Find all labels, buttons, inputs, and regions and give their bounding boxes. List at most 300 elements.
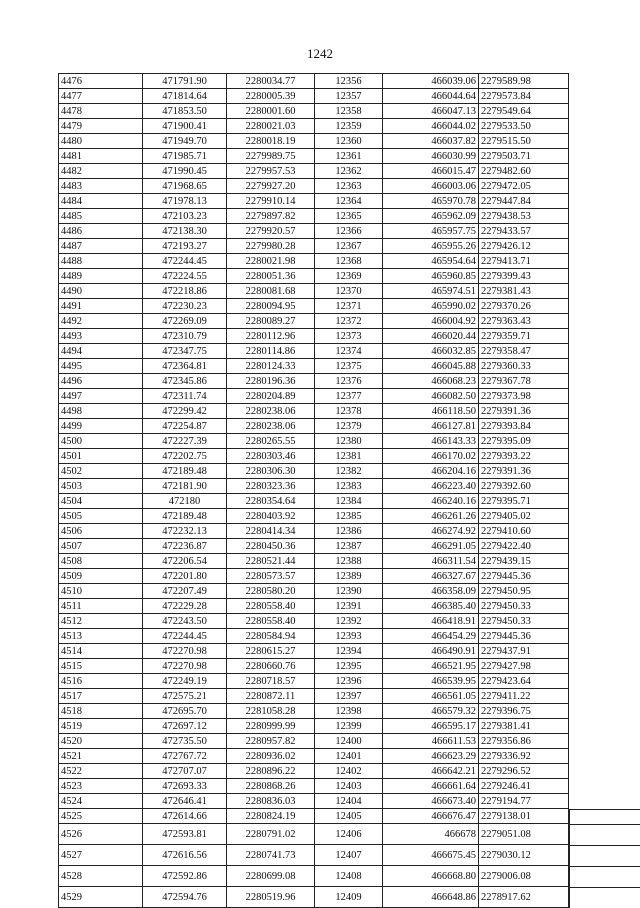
table-row bbox=[59, 389, 569, 404]
table-row bbox=[59, 374, 569, 389]
x-coordinate-cell: 471814.64 bbox=[143, 89, 227, 104]
y2-coordinate-cell: 2279405.02 bbox=[479, 509, 569, 524]
x2-coordinate-cell: 466039.06 bbox=[383, 74, 479, 89]
y2-coordinate-cell: 2279515.50 bbox=[479, 134, 569, 149]
x2-coordinate-cell: 466648.86 bbox=[383, 887, 479, 908]
point-id-cell: 12380 bbox=[315, 434, 383, 449]
x-coordinate-cell: 471900.41 bbox=[143, 119, 227, 134]
point-id-cell: 12386 bbox=[315, 524, 383, 539]
y2-coordinate-cell: 2279445.36 bbox=[479, 569, 569, 584]
point-id-cell: 12401 bbox=[315, 749, 383, 764]
x2-coordinate-cell: 466678 bbox=[383, 824, 479, 845]
y-coordinate-cell: 2280034.77 bbox=[227, 74, 315, 89]
point-id-cell: 12404 bbox=[315, 794, 383, 809]
x-coordinate-cell: 472364.81 bbox=[143, 359, 227, 374]
point-number-cell: 4481 bbox=[59, 149, 143, 164]
x2-coordinate-cell: 466030.99 bbox=[383, 149, 479, 164]
point-id-cell: 12359 bbox=[315, 119, 383, 134]
point-number-cell: 4513 bbox=[59, 629, 143, 644]
y-coordinate-cell: 2280414.34 bbox=[227, 524, 315, 539]
x-coordinate-cell: 472693.33 bbox=[143, 779, 227, 794]
x2-coordinate-cell: 466675.45 bbox=[383, 845, 479, 866]
x-coordinate-cell: 472299.42 bbox=[143, 404, 227, 419]
y-coordinate-cell: 2279920.57 bbox=[227, 224, 315, 239]
x-coordinate-cell: 472269.09 bbox=[143, 314, 227, 329]
x-coordinate-cell: 472224.55 bbox=[143, 269, 227, 284]
x2-coordinate-cell: 465970.78 bbox=[383, 194, 479, 209]
table-row bbox=[59, 149, 569, 164]
table-row bbox=[59, 539, 569, 554]
y-coordinate-cell: 2280238.06 bbox=[227, 419, 315, 434]
point-id-cell: 12390 bbox=[315, 584, 383, 599]
x2-coordinate-cell: 466673.40 bbox=[383, 794, 479, 809]
point-id-cell: 12397 bbox=[315, 689, 383, 704]
y2-coordinate-cell: 2279411.22 bbox=[479, 689, 569, 704]
x2-coordinate-cell: 466240.16 bbox=[383, 494, 479, 509]
point-number-cell: 4484 bbox=[59, 194, 143, 209]
y2-coordinate-cell: 2279381.43 bbox=[479, 284, 569, 299]
x2-coordinate-cell: 466032.85 bbox=[383, 344, 479, 359]
point-id-cell: 12399 bbox=[315, 719, 383, 734]
point-number-cell: 4511 bbox=[59, 599, 143, 614]
x-coordinate-cell: 472310.79 bbox=[143, 329, 227, 344]
y-coordinate-cell: 2280403.92 bbox=[227, 509, 315, 524]
table-row bbox=[59, 719, 569, 734]
table-row bbox=[59, 629, 569, 644]
point-number-cell: 4480 bbox=[59, 134, 143, 149]
y2-coordinate-cell: 2279450.33 bbox=[479, 614, 569, 629]
y2-coordinate-cell: 2279439.15 bbox=[479, 554, 569, 569]
y-coordinate-cell: 2280265.55 bbox=[227, 434, 315, 449]
x-coordinate-cell: 472249.19 bbox=[143, 674, 227, 689]
table-row bbox=[59, 104, 569, 119]
y2-coordinate-cell: 2279370.26 bbox=[479, 299, 569, 314]
y-coordinate-cell: 2280836.03 bbox=[227, 794, 315, 809]
y-coordinate-cell: 2280021.98 bbox=[227, 254, 315, 269]
point-number-cell: 4495 bbox=[59, 359, 143, 374]
y-coordinate-cell: 2279980.28 bbox=[227, 239, 315, 254]
y-coordinate-cell: 2280558.40 bbox=[227, 614, 315, 629]
x-coordinate-cell: 472180 bbox=[143, 494, 227, 509]
x2-coordinate-cell: 466418.91 bbox=[383, 614, 479, 629]
y2-coordinate-cell: 2279573.84 bbox=[479, 89, 569, 104]
point-id-cell: 12366 bbox=[315, 224, 383, 239]
x-coordinate-cell: 472767.72 bbox=[143, 749, 227, 764]
point-id-cell: 12370 bbox=[315, 284, 383, 299]
point-number-cell: 4514 bbox=[59, 644, 143, 659]
point-id-cell: 12405 bbox=[315, 809, 383, 824]
x-coordinate-cell: 472202.75 bbox=[143, 449, 227, 464]
point-number-cell: 4520 bbox=[59, 734, 143, 749]
table-row bbox=[59, 689, 569, 704]
point-id-cell: 12387 bbox=[315, 539, 383, 554]
x2-coordinate-cell: 466327.67 bbox=[383, 569, 479, 584]
x2-coordinate-cell: 466082.50 bbox=[383, 389, 479, 404]
point-number-cell: 4523 bbox=[59, 779, 143, 794]
x-coordinate-cell: 472592.86 bbox=[143, 866, 227, 887]
table-row bbox=[59, 329, 569, 344]
point-number-cell: 4508 bbox=[59, 554, 143, 569]
point-number-cell: 4504 bbox=[59, 494, 143, 509]
point-id-cell: 12357 bbox=[315, 89, 383, 104]
x2-coordinate-cell: 466020.44 bbox=[383, 329, 479, 344]
y-coordinate-cell: 2279989.75 bbox=[227, 149, 315, 164]
coordinates-table-body bbox=[59, 74, 569, 908]
y2-coordinate-cell: 2279336.92 bbox=[479, 749, 569, 764]
x-coordinate-cell: 472207.49 bbox=[143, 584, 227, 599]
point-id-cell: 12409 bbox=[315, 887, 383, 908]
point-id-cell: 12373 bbox=[315, 329, 383, 344]
y-coordinate-cell: 2280660.76 bbox=[227, 659, 315, 674]
point-number-cell: 4485 bbox=[59, 209, 143, 224]
x2-coordinate-cell: 466611.53 bbox=[383, 734, 479, 749]
point-id-cell: 12368 bbox=[315, 254, 383, 269]
table-row bbox=[59, 509, 569, 524]
table-row bbox=[59, 404, 569, 419]
table-row bbox=[59, 254, 569, 269]
x-coordinate-cell: 472229.28 bbox=[143, 599, 227, 614]
x-coordinate-cell: 472593.81 bbox=[143, 824, 227, 845]
point-number-cell: 4500 bbox=[59, 434, 143, 449]
x2-coordinate-cell: 466490.91 bbox=[383, 644, 479, 659]
y-coordinate-cell: 2280204.89 bbox=[227, 389, 315, 404]
x2-coordinate-cell: 465990.02 bbox=[383, 299, 479, 314]
y-coordinate-cell: 2280999.99 bbox=[227, 719, 315, 734]
point-number-cell: 4491 bbox=[59, 299, 143, 314]
y-coordinate-cell: 2280573.57 bbox=[227, 569, 315, 584]
y2-coordinate-cell: 2279450.33 bbox=[479, 599, 569, 614]
y-coordinate-cell: 2279910.14 bbox=[227, 194, 315, 209]
point-number-cell: 4490 bbox=[59, 284, 143, 299]
table-row bbox=[59, 299, 569, 314]
y-coordinate-cell: 2280112.96 bbox=[227, 329, 315, 344]
y2-coordinate-cell: 2279445.36 bbox=[479, 629, 569, 644]
x-coordinate-cell: 471791.90 bbox=[143, 74, 227, 89]
point-id-cell: 12403 bbox=[315, 779, 383, 794]
y-coordinate-cell: 2280196.36 bbox=[227, 374, 315, 389]
y-coordinate-cell: 2280021.03 bbox=[227, 119, 315, 134]
point-number-cell: 4479 bbox=[59, 119, 143, 134]
point-id-cell: 12361 bbox=[315, 149, 383, 164]
point-id-cell: 12392 bbox=[315, 614, 383, 629]
x2-coordinate-cell: 466385.40 bbox=[383, 599, 479, 614]
point-id-cell: 12408 bbox=[315, 866, 383, 887]
y2-coordinate-cell: 2279437.91 bbox=[479, 644, 569, 659]
y-coordinate-cell: 2280124.33 bbox=[227, 359, 315, 374]
table-row bbox=[59, 434, 569, 449]
x-coordinate-cell: 471985.71 bbox=[143, 149, 227, 164]
y2-coordinate-cell: 2279422.40 bbox=[479, 539, 569, 554]
y-coordinate-cell: 2279927.20 bbox=[227, 179, 315, 194]
point-number-cell: 4527 bbox=[59, 845, 143, 866]
table-row bbox=[59, 179, 569, 194]
y2-coordinate-cell: 2279360.33 bbox=[479, 359, 569, 374]
extension-horizontal-line bbox=[569, 887, 640, 888]
x-coordinate-cell: 472230.23 bbox=[143, 299, 227, 314]
point-number-cell: 4483 bbox=[59, 179, 143, 194]
point-id-cell: 12372 bbox=[315, 314, 383, 329]
y2-coordinate-cell: 2279549.64 bbox=[479, 104, 569, 119]
x-coordinate-cell: 471949.70 bbox=[143, 134, 227, 149]
x2-coordinate-cell: 466204.16 bbox=[383, 464, 479, 479]
x-coordinate-cell: 472227.39 bbox=[143, 434, 227, 449]
point-id-cell: 12384 bbox=[315, 494, 383, 509]
point-number-cell: 4519 bbox=[59, 719, 143, 734]
x2-coordinate-cell: 466037.82 bbox=[383, 134, 479, 149]
x-coordinate-cell: 472138.30 bbox=[143, 224, 227, 239]
x2-coordinate-cell: 466170.02 bbox=[383, 449, 479, 464]
x-coordinate-cell: 472206.54 bbox=[143, 554, 227, 569]
table-row bbox=[59, 74, 569, 89]
table-row bbox=[59, 134, 569, 149]
point-number-cell: 4487 bbox=[59, 239, 143, 254]
x-coordinate-cell: 471853.50 bbox=[143, 104, 227, 119]
point-id-cell: 12394 bbox=[315, 644, 383, 659]
y-coordinate-cell: 2280018.19 bbox=[227, 134, 315, 149]
x-coordinate-cell: 472103.23 bbox=[143, 209, 227, 224]
x2-coordinate-cell: 466274.92 bbox=[383, 524, 479, 539]
x2-coordinate-cell: 465974.51 bbox=[383, 284, 479, 299]
point-number-cell: 4525 bbox=[59, 809, 143, 824]
y2-coordinate-cell: 2279395.71 bbox=[479, 494, 569, 509]
point-number-cell: 4501 bbox=[59, 449, 143, 464]
x2-coordinate-cell: 466311.54 bbox=[383, 554, 479, 569]
point-number-cell: 4476 bbox=[59, 74, 143, 89]
point-number-cell: 4512 bbox=[59, 614, 143, 629]
x2-coordinate-cell: 466561.05 bbox=[383, 689, 479, 704]
point-id-cell: 12379 bbox=[315, 419, 383, 434]
x-coordinate-cell: 472347.75 bbox=[143, 344, 227, 359]
x-coordinate-cell: 472270.98 bbox=[143, 659, 227, 674]
extension-horizontal-line bbox=[569, 809, 640, 810]
table-row bbox=[59, 659, 569, 674]
extension-horizontal-line bbox=[569, 845, 640, 846]
x2-coordinate-cell: 466642.21 bbox=[383, 764, 479, 779]
y-coordinate-cell: 2280519.96 bbox=[227, 887, 315, 908]
y2-coordinate-cell: 2279472.05 bbox=[479, 179, 569, 194]
y-coordinate-cell: 2280081.68 bbox=[227, 284, 315, 299]
y2-coordinate-cell: 2279391.36 bbox=[479, 464, 569, 479]
x-coordinate-cell: 472244.45 bbox=[143, 254, 227, 269]
point-number-cell: 4507 bbox=[59, 539, 143, 554]
y2-coordinate-cell: 2279533.50 bbox=[479, 119, 569, 134]
x2-coordinate-cell: 466676.47 bbox=[383, 809, 479, 824]
y-coordinate-cell: 2280896.22 bbox=[227, 764, 315, 779]
x-coordinate-cell: 471978.13 bbox=[143, 194, 227, 209]
y2-coordinate-cell: 2279393.22 bbox=[479, 449, 569, 464]
y2-coordinate-cell: 2279367.78 bbox=[479, 374, 569, 389]
table-row bbox=[59, 749, 569, 764]
table-row bbox=[59, 554, 569, 569]
x2-coordinate-cell: 466068.23 bbox=[383, 374, 479, 389]
y2-coordinate-cell: 2279396.75 bbox=[479, 704, 569, 719]
table-row bbox=[59, 866, 569, 887]
table-row bbox=[59, 704, 569, 719]
table-row bbox=[59, 569, 569, 584]
point-id-cell: 12396 bbox=[315, 674, 383, 689]
x2-coordinate-cell: 465957.75 bbox=[383, 224, 479, 239]
x2-coordinate-cell: 466015.47 bbox=[383, 164, 479, 179]
point-number-cell: 4493 bbox=[59, 329, 143, 344]
point-number-cell: 4518 bbox=[59, 704, 143, 719]
point-number-cell: 4478 bbox=[59, 104, 143, 119]
point-id-cell: 12365 bbox=[315, 209, 383, 224]
table-row bbox=[59, 194, 569, 209]
point-id-cell: 12375 bbox=[315, 359, 383, 374]
x2-coordinate-cell: 466044.02 bbox=[383, 119, 479, 134]
point-id-cell: 12369 bbox=[315, 269, 383, 284]
y-coordinate-cell: 2280872.11 bbox=[227, 689, 315, 704]
x-coordinate-cell: 472697.12 bbox=[143, 719, 227, 734]
table-row bbox=[59, 224, 569, 239]
x-coordinate-cell: 472193.27 bbox=[143, 239, 227, 254]
y-coordinate-cell: 2280558.40 bbox=[227, 599, 315, 614]
y-coordinate-cell: 2280114.86 bbox=[227, 344, 315, 359]
point-id-cell: 12398 bbox=[315, 704, 383, 719]
point-number-cell: 4505 bbox=[59, 509, 143, 524]
y2-coordinate-cell: 2279427.98 bbox=[479, 659, 569, 674]
y-coordinate-cell: 2280741.73 bbox=[227, 845, 315, 866]
x-coordinate-cell: 471990.45 bbox=[143, 164, 227, 179]
point-id-cell: 12382 bbox=[315, 464, 383, 479]
point-id-cell: 12385 bbox=[315, 509, 383, 524]
y2-coordinate-cell: 2279356.86 bbox=[479, 734, 569, 749]
y2-coordinate-cell: 2279363.43 bbox=[479, 314, 569, 329]
y2-coordinate-cell: 2279413.71 bbox=[479, 254, 569, 269]
x-coordinate-cell: 472254.87 bbox=[143, 419, 227, 434]
y-coordinate-cell: 2280615.27 bbox=[227, 644, 315, 659]
x-coordinate-cell: 472311.74 bbox=[143, 389, 227, 404]
x-coordinate-cell: 472218.86 bbox=[143, 284, 227, 299]
point-id-cell: 12367 bbox=[315, 239, 383, 254]
x2-coordinate-cell: 466358.09 bbox=[383, 584, 479, 599]
x-coordinate-cell: 472616.56 bbox=[143, 845, 227, 866]
point-id-cell: 12376 bbox=[315, 374, 383, 389]
y-coordinate-cell: 2280957.82 bbox=[227, 734, 315, 749]
y2-coordinate-cell: 2279296.52 bbox=[479, 764, 569, 779]
x-coordinate-cell: 472232.13 bbox=[143, 524, 227, 539]
point-id-cell: 12374 bbox=[315, 344, 383, 359]
table-row bbox=[59, 209, 569, 224]
y2-coordinate-cell: 2278917.62 bbox=[479, 887, 569, 908]
table-row bbox=[59, 449, 569, 464]
y2-coordinate-cell: 2279426.12 bbox=[479, 239, 569, 254]
y2-coordinate-cell: 2279399.43 bbox=[479, 269, 569, 284]
x2-coordinate-cell: 466003.06 bbox=[383, 179, 479, 194]
x-coordinate-cell: 472189.48 bbox=[143, 464, 227, 479]
x-coordinate-cell: 472707.07 bbox=[143, 764, 227, 779]
table-row bbox=[59, 614, 569, 629]
table-row bbox=[59, 887, 569, 908]
point-id-cell: 12378 bbox=[315, 404, 383, 419]
x2-coordinate-cell: 466127.81 bbox=[383, 419, 479, 434]
y2-coordinate-cell: 2279006.08 bbox=[479, 866, 569, 887]
table-row bbox=[59, 674, 569, 689]
point-number-cell: 4529 bbox=[59, 887, 143, 908]
y2-coordinate-cell: 2279359.71 bbox=[479, 329, 569, 344]
x2-coordinate-cell: 466579.32 bbox=[383, 704, 479, 719]
y-coordinate-cell: 2279897.82 bbox=[227, 209, 315, 224]
table-row bbox=[59, 494, 569, 509]
table-row bbox=[59, 239, 569, 254]
x2-coordinate-cell: 466004.92 bbox=[383, 314, 479, 329]
x2-coordinate-cell: 466047.13 bbox=[383, 104, 479, 119]
y2-coordinate-cell: 2279391.36 bbox=[479, 404, 569, 419]
point-id-cell: 12407 bbox=[315, 845, 383, 866]
table-row bbox=[59, 359, 569, 374]
x2-coordinate-cell: 466118.50 bbox=[383, 404, 479, 419]
y-coordinate-cell: 2280450.36 bbox=[227, 539, 315, 554]
point-id-cell: 12381 bbox=[315, 449, 383, 464]
point-number-cell: 4526 bbox=[59, 824, 143, 845]
point-id-cell: 12383 bbox=[315, 479, 383, 494]
point-number-cell: 4489 bbox=[59, 269, 143, 284]
x2-coordinate-cell: 466045.88 bbox=[383, 359, 479, 374]
point-number-cell: 4517 bbox=[59, 689, 143, 704]
point-id-cell: 12391 bbox=[315, 599, 383, 614]
point-id-cell: 12364 bbox=[315, 194, 383, 209]
y-coordinate-cell: 2280936.02 bbox=[227, 749, 315, 764]
y-coordinate-cell: 2279957.53 bbox=[227, 164, 315, 179]
point-number-cell: 4503 bbox=[59, 479, 143, 494]
x2-coordinate-cell: 466668.80 bbox=[383, 866, 479, 887]
x2-coordinate-cell: 466623.29 bbox=[383, 749, 479, 764]
table-row bbox=[59, 89, 569, 104]
x2-coordinate-cell: 466291.05 bbox=[383, 539, 479, 554]
x-coordinate-cell: 472181.90 bbox=[143, 479, 227, 494]
table-row bbox=[59, 479, 569, 494]
table-row bbox=[59, 845, 569, 866]
y-coordinate-cell: 2280699.08 bbox=[227, 866, 315, 887]
x2-coordinate-cell: 465962.09 bbox=[383, 209, 479, 224]
y2-coordinate-cell: 2279423.64 bbox=[479, 674, 569, 689]
y2-coordinate-cell: 2279450.95 bbox=[479, 584, 569, 599]
point-number-cell: 4521 bbox=[59, 749, 143, 764]
x2-coordinate-cell: 466539.95 bbox=[383, 674, 479, 689]
table-row bbox=[59, 584, 569, 599]
table-row bbox=[59, 794, 569, 809]
x2-coordinate-cell: 466044.64 bbox=[383, 89, 479, 104]
x2-coordinate-cell: 465954.64 bbox=[383, 254, 479, 269]
y-coordinate-cell: 2280306.30 bbox=[227, 464, 315, 479]
x-coordinate-cell: 472270.98 bbox=[143, 644, 227, 659]
x-coordinate-cell: 472594.76 bbox=[143, 887, 227, 908]
y-coordinate-cell: 2280584.94 bbox=[227, 629, 315, 644]
point-number-cell: 4496 bbox=[59, 374, 143, 389]
point-id-cell: 12402 bbox=[315, 764, 383, 779]
x-coordinate-cell: 472646.41 bbox=[143, 794, 227, 809]
y2-coordinate-cell: 2279194.77 bbox=[479, 794, 569, 809]
table-row bbox=[59, 419, 569, 434]
x-coordinate-cell: 472236.87 bbox=[143, 539, 227, 554]
point-number-cell: 4486 bbox=[59, 224, 143, 239]
table-row bbox=[59, 644, 569, 659]
table-row bbox=[59, 344, 569, 359]
y2-coordinate-cell: 2279381.41 bbox=[479, 719, 569, 734]
x-coordinate-cell: 472243.50 bbox=[143, 614, 227, 629]
table-row bbox=[59, 734, 569, 749]
point-number-cell: 4509 bbox=[59, 569, 143, 584]
point-id-cell: 12356 bbox=[315, 74, 383, 89]
y-coordinate-cell: 2280868.26 bbox=[227, 779, 315, 794]
y2-coordinate-cell: 2279503.71 bbox=[479, 149, 569, 164]
point-number-cell: 4494 bbox=[59, 344, 143, 359]
y-coordinate-cell: 2280089.27 bbox=[227, 314, 315, 329]
x-coordinate-cell: 472244.45 bbox=[143, 629, 227, 644]
y2-coordinate-cell: 2279393.84 bbox=[479, 419, 569, 434]
table-row bbox=[59, 284, 569, 299]
point-number-cell: 4515 bbox=[59, 659, 143, 674]
